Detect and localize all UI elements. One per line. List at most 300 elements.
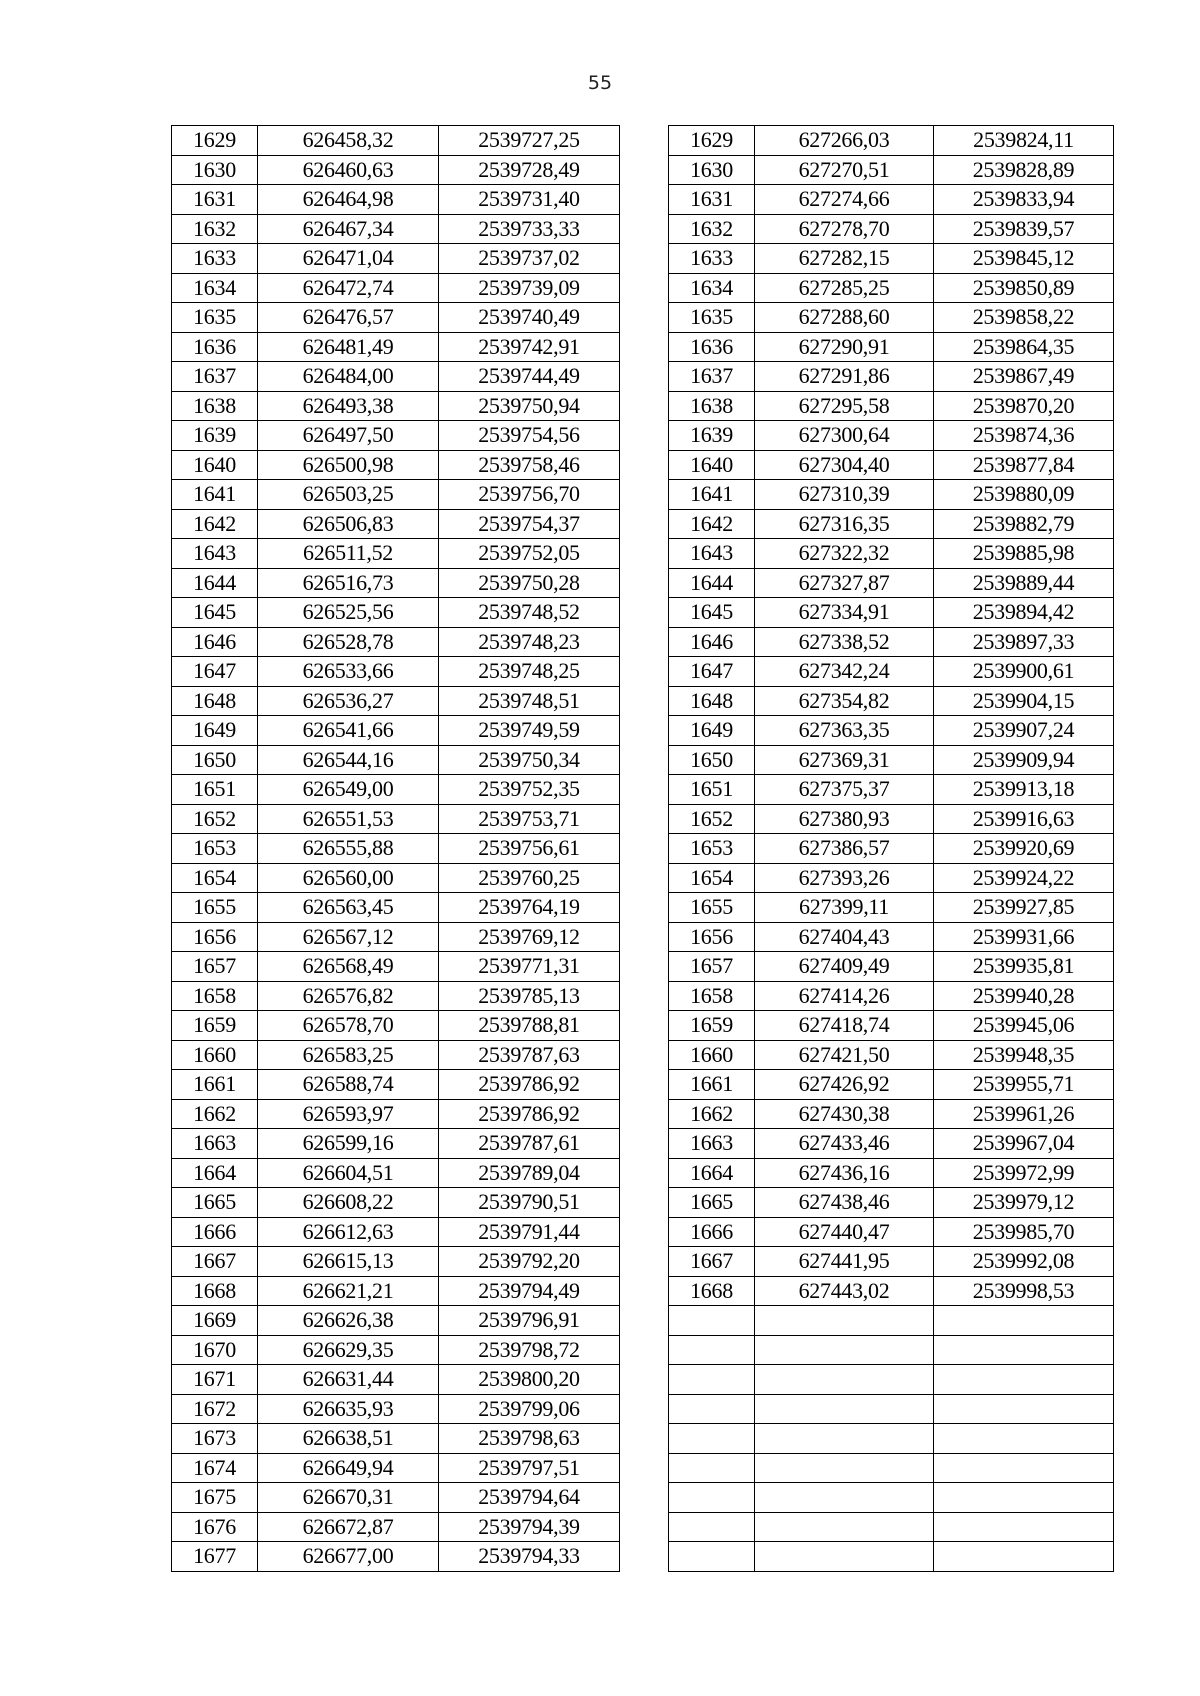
- left-x-coordinate-cell: 626549,00: [258, 775, 439, 805]
- column-gap: [620, 332, 669, 362]
- column-gap: [620, 1158, 669, 1188]
- right-point-id-cell: 1650: [669, 745, 755, 775]
- table-row: [172, 273, 1114, 303]
- right-y-coordinate-cell: 2539985,70: [934, 1217, 1114, 1247]
- right-y-coordinate-cell: [934, 1542, 1114, 1572]
- table-row: [172, 1011, 1114, 1041]
- column-gap: [620, 568, 669, 598]
- right-point-id-cell: 1654: [669, 863, 755, 893]
- right-y-coordinate-cell: 2539870,20: [934, 391, 1114, 421]
- column-gap: [620, 185, 669, 215]
- right-point-id-cell: 1652: [669, 804, 755, 834]
- right-point-id-cell: 1657: [669, 952, 755, 982]
- left-x-coordinate-cell: 626544,16: [258, 745, 439, 775]
- left-y-coordinate-cell: 2539727,25: [439, 126, 620, 156]
- column-gap: [620, 362, 669, 392]
- left-point-id-cell: 1663: [172, 1129, 258, 1159]
- column-gap: [620, 214, 669, 244]
- right-x-coordinate-cell: 627441,95: [755, 1247, 934, 1277]
- left-point-id-cell: 1630: [172, 155, 258, 185]
- column-gap: [620, 1306, 669, 1336]
- table-row: [172, 155, 1114, 185]
- table-row: [172, 775, 1114, 805]
- left-x-coordinate-cell: 626629,35: [258, 1335, 439, 1365]
- left-y-coordinate-cell: 2539750,28: [439, 568, 620, 598]
- right-x-coordinate-cell: 627342,24: [755, 657, 934, 687]
- left-y-coordinate-cell: 2539758,46: [439, 450, 620, 480]
- right-point-id-cell: 1643: [669, 539, 755, 569]
- table-row: [172, 509, 1114, 539]
- table-row: [172, 1335, 1114, 1365]
- table-row: [172, 1276, 1114, 1306]
- table-row: [172, 568, 1114, 598]
- left-x-coordinate-cell: 626458,32: [258, 126, 439, 156]
- right-point-id-cell: [669, 1512, 755, 1542]
- left-x-coordinate-cell: 626528,78: [258, 627, 439, 657]
- right-point-id-cell: 1635: [669, 303, 755, 333]
- column-gap: [620, 1217, 669, 1247]
- right-x-coordinate-cell: [755, 1306, 934, 1336]
- right-y-coordinate-cell: 2539828,89: [934, 155, 1114, 185]
- table-row: [172, 804, 1114, 834]
- column-gap: [620, 1394, 669, 1424]
- left-point-id-cell: 1672: [172, 1394, 258, 1424]
- right-point-id-cell: 1642: [669, 509, 755, 539]
- right-y-coordinate-cell: 2539877,84: [934, 450, 1114, 480]
- left-y-coordinate-cell: 2539798,63: [439, 1424, 620, 1454]
- left-point-id-cell: 1643: [172, 539, 258, 569]
- left-y-coordinate-cell: 2539796,91: [439, 1306, 620, 1336]
- column-gap: [620, 1188, 669, 1218]
- right-point-id-cell: 1663: [669, 1129, 755, 1159]
- right-point-id-cell: 1645: [669, 598, 755, 628]
- right-y-coordinate-cell: 2539916,63: [934, 804, 1114, 834]
- table-row: [172, 893, 1114, 923]
- right-y-coordinate-cell: 2539894,42: [934, 598, 1114, 628]
- right-y-coordinate-cell: [934, 1483, 1114, 1513]
- right-y-coordinate-cell: 2539867,49: [934, 362, 1114, 392]
- left-point-id-cell: 1652: [172, 804, 258, 834]
- right-y-coordinate-cell: 2539940,28: [934, 981, 1114, 1011]
- right-y-coordinate-cell: 2539979,12: [934, 1188, 1114, 1218]
- left-y-coordinate-cell: 2539749,59: [439, 716, 620, 746]
- left-y-coordinate-cell: 2539794,39: [439, 1512, 620, 1542]
- right-y-coordinate-cell: [934, 1306, 1114, 1336]
- right-y-coordinate-cell: 2539998,53: [934, 1276, 1114, 1306]
- column-gap: [620, 1365, 669, 1395]
- left-y-coordinate-cell: 2539748,52: [439, 598, 620, 628]
- left-x-coordinate-cell: 626551,53: [258, 804, 439, 834]
- left-y-coordinate-cell: 2539752,35: [439, 775, 620, 805]
- right-x-coordinate-cell: 627375,37: [755, 775, 934, 805]
- left-x-coordinate-cell: 626621,21: [258, 1276, 439, 1306]
- right-point-id-cell: 1659: [669, 1011, 755, 1041]
- right-x-coordinate-cell: 627399,11: [755, 893, 934, 923]
- table-row: [172, 362, 1114, 392]
- column-gap: [620, 539, 669, 569]
- left-point-id-cell: 1636: [172, 332, 258, 362]
- right-point-id-cell: 1649: [669, 716, 755, 746]
- column-gap: [620, 863, 669, 893]
- left-x-coordinate-cell: 626631,44: [258, 1365, 439, 1395]
- left-point-id-cell: 1633: [172, 244, 258, 274]
- right-y-coordinate-cell: 2539992,08: [934, 1247, 1114, 1277]
- column-gap: [620, 273, 669, 303]
- table-row: [172, 1424, 1114, 1454]
- right-x-coordinate-cell: [755, 1512, 934, 1542]
- right-point-id-cell: [669, 1394, 755, 1424]
- left-x-coordinate-cell: 626493,38: [258, 391, 439, 421]
- right-point-id-cell: 1666: [669, 1217, 755, 1247]
- left-y-coordinate-cell: 2539756,70: [439, 480, 620, 510]
- table-row: [172, 1306, 1114, 1336]
- table-row: [172, 539, 1114, 569]
- left-y-coordinate-cell: 2539799,06: [439, 1394, 620, 1424]
- right-x-coordinate-cell: 627274,66: [755, 185, 934, 215]
- table-row: [172, 1512, 1114, 1542]
- left-x-coordinate-cell: 626464,98: [258, 185, 439, 215]
- left-x-coordinate-cell: 626588,74: [258, 1070, 439, 1100]
- right-y-coordinate-cell: 2539904,15: [934, 686, 1114, 716]
- right-point-id-cell: 1632: [669, 214, 755, 244]
- column-gap: [620, 450, 669, 480]
- left-x-coordinate-cell: 626672,87: [258, 1512, 439, 1542]
- table-row: [172, 1188, 1114, 1218]
- column-gap: [620, 391, 669, 421]
- table-row: [172, 1365, 1114, 1395]
- right-x-coordinate-cell: [755, 1335, 934, 1365]
- left-y-coordinate-cell: 2539750,94: [439, 391, 620, 421]
- left-point-id-cell: 1658: [172, 981, 258, 1011]
- left-y-coordinate-cell: 2539789,04: [439, 1158, 620, 1188]
- left-y-coordinate-cell: 2539740,49: [439, 303, 620, 333]
- left-point-id-cell: 1653: [172, 834, 258, 864]
- left-y-coordinate-cell: 2539794,33: [439, 1542, 620, 1572]
- table-row: [172, 450, 1114, 480]
- right-x-coordinate-cell: 627270,51: [755, 155, 934, 185]
- right-x-coordinate-cell: 627380,93: [755, 804, 934, 834]
- column-gap: [620, 244, 669, 274]
- left-y-coordinate-cell: 2539797,51: [439, 1453, 620, 1483]
- table-row: [172, 627, 1114, 657]
- right-y-coordinate-cell: 2539907,24: [934, 716, 1114, 746]
- right-x-coordinate-cell: [755, 1424, 934, 1454]
- left-point-id-cell: 1654: [172, 863, 258, 893]
- right-y-coordinate-cell: 2539833,94: [934, 185, 1114, 215]
- left-y-coordinate-cell: 2539752,05: [439, 539, 620, 569]
- left-point-id-cell: 1631: [172, 185, 258, 215]
- table-row: [172, 391, 1114, 421]
- right-x-coordinate-cell: [755, 1453, 934, 1483]
- left-x-coordinate-cell: 626525,56: [258, 598, 439, 628]
- column-gap: [620, 716, 669, 746]
- left-y-coordinate-cell: 2539753,71: [439, 804, 620, 834]
- left-y-coordinate-cell: 2539790,51: [439, 1188, 620, 1218]
- left-point-id-cell: 1632: [172, 214, 258, 244]
- right-x-coordinate-cell: 627363,35: [755, 716, 934, 746]
- column-gap: [620, 922, 669, 952]
- right-y-coordinate-cell: 2539935,81: [934, 952, 1114, 982]
- right-point-id-cell: 1662: [669, 1099, 755, 1129]
- left-x-coordinate-cell: 626670,31: [258, 1483, 439, 1513]
- left-y-coordinate-cell: 2539742,91: [439, 332, 620, 362]
- table-row: [172, 1217, 1114, 1247]
- right-x-coordinate-cell: 627440,47: [755, 1217, 934, 1247]
- left-x-coordinate-cell: 626467,34: [258, 214, 439, 244]
- right-x-coordinate-cell: 627409,49: [755, 952, 934, 982]
- right-point-id-cell: 1651: [669, 775, 755, 805]
- table-row: [172, 421, 1114, 451]
- right-y-coordinate-cell: 2539839,57: [934, 214, 1114, 244]
- right-point-id-cell: 1655: [669, 893, 755, 923]
- right-point-id-cell: 1644: [669, 568, 755, 598]
- left-x-coordinate-cell: 626635,93: [258, 1394, 439, 1424]
- column-gap: [620, 1040, 669, 1070]
- right-point-id-cell: 1664: [669, 1158, 755, 1188]
- left-y-coordinate-cell: 2539754,56: [439, 421, 620, 451]
- left-y-coordinate-cell: 2539739,09: [439, 273, 620, 303]
- left-x-coordinate-cell: 626484,00: [258, 362, 439, 392]
- left-x-coordinate-cell: 626511,52: [258, 539, 439, 569]
- left-point-id-cell: 1676: [172, 1512, 258, 1542]
- column-gap: [620, 775, 669, 805]
- coordinates-table-body: [172, 126, 1114, 1572]
- right-x-coordinate-cell: 627414,26: [755, 981, 934, 1011]
- left-point-id-cell: 1675: [172, 1483, 258, 1513]
- left-x-coordinate-cell: 626471,04: [258, 244, 439, 274]
- right-point-id-cell: 1658: [669, 981, 755, 1011]
- right-x-coordinate-cell: 627295,58: [755, 391, 934, 421]
- left-point-id-cell: 1660: [172, 1040, 258, 1070]
- left-point-id-cell: 1661: [172, 1070, 258, 1100]
- right-point-id-cell: 1631: [669, 185, 755, 215]
- left-y-coordinate-cell: 2539744,49: [439, 362, 620, 392]
- right-y-coordinate-cell: 2539909,94: [934, 745, 1114, 775]
- table-row: [172, 1483, 1114, 1513]
- column-gap: [620, 1247, 669, 1277]
- left-point-id-cell: 1629: [172, 126, 258, 156]
- right-point-id-cell: 1639: [669, 421, 755, 451]
- left-y-coordinate-cell: 2539750,34: [439, 745, 620, 775]
- right-x-coordinate-cell: 627291,86: [755, 362, 934, 392]
- left-x-coordinate-cell: 626472,74: [258, 273, 439, 303]
- left-point-id-cell: 1667: [172, 1247, 258, 1277]
- right-point-id-cell: 1661: [669, 1070, 755, 1100]
- column-gap: [620, 1335, 669, 1365]
- left-point-id-cell: 1671: [172, 1365, 258, 1395]
- left-x-coordinate-cell: 626638,51: [258, 1424, 439, 1454]
- left-point-id-cell: 1645: [172, 598, 258, 628]
- table-row: [172, 1129, 1114, 1159]
- right-point-id-cell: 1656: [669, 922, 755, 952]
- right-y-coordinate-cell: [934, 1365, 1114, 1395]
- right-x-coordinate-cell: 627369,31: [755, 745, 934, 775]
- left-y-coordinate-cell: 2539754,37: [439, 509, 620, 539]
- table-row: [172, 834, 1114, 864]
- table-row: [172, 657, 1114, 687]
- table-row: [172, 863, 1114, 893]
- table-row: [172, 480, 1114, 510]
- left-x-coordinate-cell: 626516,73: [258, 568, 439, 598]
- left-y-coordinate-cell: 2539748,51: [439, 686, 620, 716]
- right-y-coordinate-cell: [934, 1512, 1114, 1542]
- left-x-coordinate-cell: 626555,88: [258, 834, 439, 864]
- left-point-id-cell: 1666: [172, 1217, 258, 1247]
- column-gap: [620, 1099, 669, 1129]
- right-x-coordinate-cell: 627310,39: [755, 480, 934, 510]
- right-x-coordinate-cell: 627393,26: [755, 863, 934, 893]
- right-point-id-cell: 1640: [669, 450, 755, 480]
- left-x-coordinate-cell: 626599,16: [258, 1129, 439, 1159]
- left-y-coordinate-cell: 2539771,31: [439, 952, 620, 982]
- left-point-id-cell: 1670: [172, 1335, 258, 1365]
- left-point-id-cell: 1659: [172, 1011, 258, 1041]
- left-y-coordinate-cell: 2539748,23: [439, 627, 620, 657]
- column-gap: [620, 981, 669, 1011]
- right-y-coordinate-cell: 2539927,85: [934, 893, 1114, 923]
- right-point-id-cell: 1636: [669, 332, 755, 362]
- left-point-id-cell: 1649: [172, 716, 258, 746]
- left-y-coordinate-cell: 2539737,02: [439, 244, 620, 274]
- left-point-id-cell: 1668: [172, 1276, 258, 1306]
- right-y-coordinate-cell: 2539955,71: [934, 1070, 1114, 1100]
- left-point-id-cell: 1669: [172, 1306, 258, 1336]
- right-y-coordinate-cell: 2539961,26: [934, 1099, 1114, 1129]
- left-x-coordinate-cell: 626563,45: [258, 893, 439, 923]
- left-x-coordinate-cell: 626612,63: [258, 1217, 439, 1247]
- right-point-id-cell: 1641: [669, 480, 755, 510]
- right-x-coordinate-cell: 627288,60: [755, 303, 934, 333]
- right-point-id-cell: 1637: [669, 362, 755, 392]
- column-gap: [620, 657, 669, 687]
- table-row: [172, 303, 1114, 333]
- left-point-id-cell: 1662: [172, 1099, 258, 1129]
- right-point-id-cell: 1660: [669, 1040, 755, 1070]
- column-gap: [620, 1542, 669, 1572]
- left-x-coordinate-cell: 626503,25: [258, 480, 439, 510]
- left-point-id-cell: 1640: [172, 450, 258, 480]
- column-gap: [620, 686, 669, 716]
- left-x-coordinate-cell: 626533,66: [258, 657, 439, 687]
- column-gap: [620, 1129, 669, 1159]
- table-row: [172, 981, 1114, 1011]
- right-y-coordinate-cell: 2539924,22: [934, 863, 1114, 893]
- right-y-coordinate-cell: 2539967,04: [934, 1129, 1114, 1159]
- left-point-id-cell: 1635: [172, 303, 258, 333]
- column-gap: [620, 1276, 669, 1306]
- left-point-id-cell: 1638: [172, 391, 258, 421]
- left-point-id-cell: 1634: [172, 273, 258, 303]
- right-y-coordinate-cell: 2539972,99: [934, 1158, 1114, 1188]
- column-gap: [620, 421, 669, 451]
- column-gap: [620, 1070, 669, 1100]
- right-point-id-cell: [669, 1306, 755, 1336]
- left-x-coordinate-cell: 626500,98: [258, 450, 439, 480]
- right-point-id-cell: [669, 1365, 755, 1395]
- column-gap: [620, 598, 669, 628]
- left-y-coordinate-cell: 2539728,49: [439, 155, 620, 185]
- left-point-id-cell: 1650: [172, 745, 258, 775]
- right-y-coordinate-cell: 2539885,98: [934, 539, 1114, 569]
- right-point-id-cell: 1633: [669, 244, 755, 274]
- right-x-coordinate-cell: 627290,91: [755, 332, 934, 362]
- right-y-coordinate-cell: 2539945,06: [934, 1011, 1114, 1041]
- right-y-coordinate-cell: [934, 1424, 1114, 1454]
- right-point-id-cell: 1653: [669, 834, 755, 864]
- right-x-coordinate-cell: 627338,52: [755, 627, 934, 657]
- left-y-coordinate-cell: 2539792,20: [439, 1247, 620, 1277]
- right-x-coordinate-cell: 627282,15: [755, 244, 934, 274]
- right-x-coordinate-cell: 627322,32: [755, 539, 934, 569]
- right-y-coordinate-cell: 2539850,89: [934, 273, 1114, 303]
- right-point-id-cell: [669, 1483, 755, 1513]
- right-x-coordinate-cell: [755, 1365, 934, 1395]
- column-gap: [620, 1453, 669, 1483]
- right-x-coordinate-cell: [755, 1394, 934, 1424]
- right-y-coordinate-cell: 2539948,35: [934, 1040, 1114, 1070]
- left-x-coordinate-cell: 626541,66: [258, 716, 439, 746]
- column-gap: [620, 303, 669, 333]
- table-row: [172, 214, 1114, 244]
- right-point-id-cell: [669, 1542, 755, 1572]
- left-x-coordinate-cell: 626608,22: [258, 1188, 439, 1218]
- right-point-id-cell: 1630: [669, 155, 755, 185]
- table-row: [172, 332, 1114, 362]
- left-y-coordinate-cell: 2539786,92: [439, 1099, 620, 1129]
- left-x-coordinate-cell: 626593,97: [258, 1099, 439, 1129]
- right-x-coordinate-cell: 627436,16: [755, 1158, 934, 1188]
- table-row: [172, 244, 1114, 274]
- page-number: 55: [587, 72, 613, 94]
- column-gap: [620, 155, 669, 185]
- column-gap: [620, 1011, 669, 1041]
- right-x-coordinate-cell: 627300,64: [755, 421, 934, 451]
- left-point-id-cell: 1642: [172, 509, 258, 539]
- left-x-coordinate-cell: 626560,00: [258, 863, 439, 893]
- left-y-coordinate-cell: 2539769,12: [439, 922, 620, 952]
- left-point-id-cell: 1674: [172, 1453, 258, 1483]
- column-gap: [620, 1424, 669, 1454]
- left-x-coordinate-cell: 626583,25: [258, 1040, 439, 1070]
- right-point-id-cell: 1629: [669, 126, 755, 156]
- left-x-coordinate-cell: 626536,27: [258, 686, 439, 716]
- right-x-coordinate-cell: 627327,87: [755, 568, 934, 598]
- left-point-id-cell: 1673: [172, 1424, 258, 1454]
- right-x-coordinate-cell: 627438,46: [755, 1188, 934, 1218]
- right-y-coordinate-cell: 2539880,09: [934, 480, 1114, 510]
- right-y-coordinate-cell: 2539824,11: [934, 126, 1114, 156]
- right-y-coordinate-cell: 2539931,66: [934, 922, 1114, 952]
- left-y-coordinate-cell: 2539786,92: [439, 1070, 620, 1100]
- right-y-coordinate-cell: [934, 1335, 1114, 1365]
- table-row: [172, 686, 1114, 716]
- right-y-coordinate-cell: 2539913,18: [934, 775, 1114, 805]
- right-x-coordinate-cell: 627386,57: [755, 834, 934, 864]
- left-point-id-cell: 1646: [172, 627, 258, 657]
- right-x-coordinate-cell: 627334,91: [755, 598, 934, 628]
- left-point-id-cell: 1665: [172, 1188, 258, 1218]
- right-x-coordinate-cell: 627316,35: [755, 509, 934, 539]
- left-point-id-cell: 1639: [172, 421, 258, 451]
- left-point-id-cell: 1656: [172, 922, 258, 952]
- right-point-id-cell: [669, 1453, 755, 1483]
- left-y-coordinate-cell: 2539748,25: [439, 657, 620, 687]
- left-y-coordinate-cell: 2539788,81: [439, 1011, 620, 1041]
- table-row: [172, 952, 1114, 982]
- column-gap: [620, 627, 669, 657]
- left-point-id-cell: 1637: [172, 362, 258, 392]
- left-x-coordinate-cell: 626481,49: [258, 332, 439, 362]
